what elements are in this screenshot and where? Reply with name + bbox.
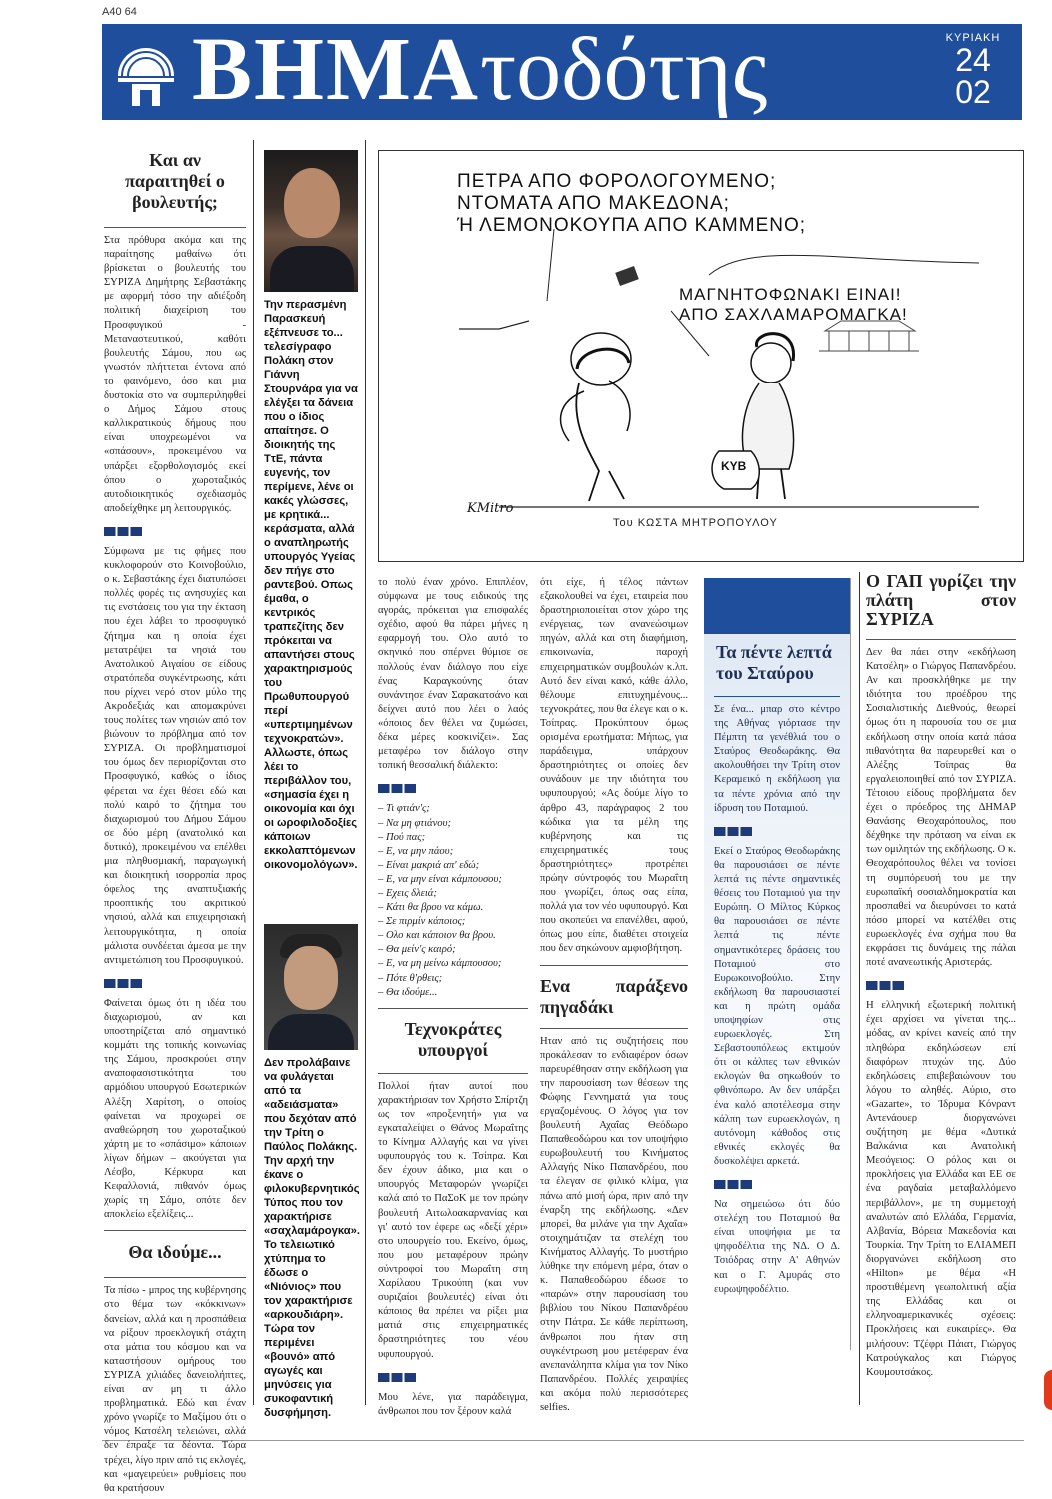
section-marker-icon: [378, 784, 416, 793]
divider: [378, 1073, 528, 1074]
article-5: [866, 572, 1016, 1383]
article-4-title: Ενα παράξενο πηγαδάκι: [540, 975, 688, 1017]
divider: [378, 1008, 528, 1009]
article-3-col-2: [540, 576, 688, 1418]
article-5-paragraph: Δεν θα πάει στην «εκδήλωση Κατσέλη» ο Γιώργος Παπανδρέου. Αν και προσκλήθηκε με την ιδιότητα του προέδρου της Σοσιαλιστικής Διεθνούς, θεωρεί όμως ότι η παρουσία του σε μια εκδήλωση στην οποία κατά πάσα πιθανότητα θα παρευρεθεί και ο Αλέξης Τσίπρας θα εργαλειοποιηθεί από τον ΣΥΡΙΖΑ. Τέτοιου είδους προβλήματα δεν έχει ο πρόεδρος της ΔΗΜΑΡ Θανάσης Θεοχαρόπουλος, που δέχθηκε την πρόταση να είναι εκ των ομιλητών της εκδήλωσης. Ο κ. Θεοχαρόπουλος θέλει να τονίσει τη συμπόρευσή του με την ευρωπαϊκή σοσιαλδημοκρατία και προσπαθεί να διευρύνσει το κατά πόσο μπορεί να κατέλθει στις ευρωεκλογές ένα σχήμα που θα εκφράσει τις δυνάμεις της πάλαι ποτέ ανανεωτικής Αριστεράς.: [866, 647, 1016, 969]
cartoon-bubble-text: ΑΠΟ ΣΑΧΛΑΜΑΡΟΜΑΓΚΑ!: [679, 305, 908, 324]
masthead-title-bold: ΒΗΜΑ: [192, 20, 480, 119]
dialogue: [378, 802, 528, 999]
boxed-paragraph: Σε ένα... μπαρ στο κέντρο της Αθήνας γιόρτασε την Πέμπτη τα γενέθλιά του ο Σταύρος Θεοδωράκης. Θα ακολουθήσει την Τρίτη στον Κεραμεικό η εκδήλωση για τα πέντε χρόνια από την ίδρυση του Ποταμιού.: [714, 704, 840, 814]
article-3-paragraph: το πολύ έναν χρόνο. Επιπλέον, σύμφωνα με τους ειδικούς της αγοράς, πρόκειται για επισφαλές σχέδιο, αφού θα πάρει μήνες η εφαρμογή του. Ολο αυτό το σκηνικό που σπέρνει θύμισε σε πολλούς έναν διάλογο που είχε ένας Καραγκούνης όταν συνάντησε έναν Σαρακατσάνο και δείχνει αυτό που λέει ο λαός «όποιος δεν θέλει να ζυμώσει, δέκα μέρες κοσκινίζει». Σας μεταφέρω τον διάλογο στην τοπική θεσσαλική διάλεκτο:: [378, 577, 528, 772]
scan-edge-mark: [1044, 1370, 1052, 1410]
article-5-title: Ο ΓΑΠ γυρίζει την πλάτη στον ΣΥΡΙΖΑ: [866, 571, 1016, 629]
divider: [365, 140, 366, 1405]
divider: [540, 1028, 688, 1029]
masthead-title-rest: τοδότης: [479, 20, 768, 119]
page-number: A40 64: [102, 6, 137, 18]
article-1-title: Και αν παραιτηθεί ο βουλευτής;: [125, 150, 225, 212]
cartoon-credit: Του ΚΩΣΤΑ ΜΗΤΡΟΠΟΥΛΟΥ: [613, 517, 778, 529]
article-1: [104, 150, 246, 1499]
dialogue-line: – Είναι μακριά απ' εδώ;: [378, 859, 480, 871]
divider: [253, 140, 254, 1405]
article-2-title: Θα ιδούμε...: [128, 1242, 222, 1263]
boxed-article: [704, 578, 851, 1350]
article-3-title: Τεχνοκράτες υπουργοί: [404, 1018, 502, 1060]
dialogue-line: – Ε, να μην πάου;: [378, 845, 454, 857]
article-3-paragraph: Πολλοί ήταν αυτοί που χαρακτήρισαν τον Χρήστο Σπίρτζη ως τον «προξενητή» για να εγκαταλείψει ο Θάνος Μωραΐτης το Κίνημα Αλλαγής και να γίνει υφυπουργός του κ. Τσίπρα. Και δεν έχουν άδικο, μια και ο υπουργός Μεταφορών γνωρίζει καλά από το ΠαΣοΚ με τον πρώην βουλευτή Αιτωλοακαρνανίας και γι' αυτό τον έφερε ως «δεξί χέρι» στο υπουργείο του. Εκείνο, όμως, που μου μεταφέρουν πρώην σύντροφοί του Μωραΐτη στη Χαρίλαου Τρικούπη (και νυν συριζαίοι βουλευτές) είναι ότι κάποιος θα πρέπει να ρίξει μια ματιά στις επιχειρηματικές δραστηριότητες του νέου υφυπουργού.: [378, 1080, 528, 1360]
dialogue-line: – Να μη φτιάνου;: [378, 817, 451, 829]
section-marker-icon: [104, 527, 142, 536]
divider: [540, 965, 688, 966]
dialogue-line: – Ε, να μην είναι κάμπουσου;: [378, 873, 502, 885]
article-3-paragraph: Μου λένε, για παράδειγμα, άνθρωποι που τον ξέρουν καλά: [378, 1391, 528, 1417]
masthead: [102, 20, 1022, 120]
article-3-paragraph: ότι είχε, ή τέλος πάντων εξακολουθεί να έχει, εταιρεία που δραστηριοποιείται στον χώρο της ενέργειας, των ανανεώσιμων πηγών, αλλά και στη διαφήμιση, επικοινωνία, παροχή επιχειρηματικών συμβουλών κ.λπ. Αυτό δεν είναι κακό, κάθε άλλο, θέλουμε επιτυχημένους... τεχνοκράτες, που θα έλεγε και ο κ. Τσίπρας. Προκύπτουν όμως ορισμένα ερωτήματα: Μήπως, για παράδειγμα, υπάρχουν δραστηριότητες οι οποίες δεν συνάδουν με την ιδιότητα του υφυπουργού; «Ας δούμε λίγο το άρθρο 43, παράγραφος 2 του κώδικα για τα μέλη της κυβέρνησης και τις επιχειρηματικές τους δραστηριότητες» προτρέπει πρώην σύντροφός του Μωραΐτη που γνωρίζει, όπως σας είπα, πολλά για τον νέο υφυπουργό. Και που σκοπεύει να επανέλθει, αφού, όπως μου είπε, διαθέτει στοιχεία που δεν σηκώνουν αμφισβήτηση.: [540, 577, 688, 955]
cartoon-bubble-text: ΜΑΓΝΗΤΟΦΩΝΑΚΙ ΕΙΝΑΙ!: [679, 285, 902, 304]
article-5-paragraph: Η ελληνική εξωτερική πολιτική έχει αρχίσει να γίνεται της... μόδας, αν κρίνει κανείς από την πληθώρα εκδηλώσεων επί διαφόρων πτυχών της. Δύο εκδηλώσεις επιβεβαιώνουν του λόγου το αληθές. Αύριο, στο «Gazarte», το Ίδρυμα Κόνραντ Αντενάουερ διοργανώνει συζήτηση με θέμα «Δυτικά Βαλκάνια και Ανατολική Μεσόγειος: Ο ρόλος και οι προκλήσεις για Ελλάδα και ΕΕ σε ένα ραγδαία μεταβαλλόμενο περιβάλλον», με τη συμμετοχή αναλυτών από Ελλάδα, Γερμανία, Αλβανία, Βόρεια Μακεδονία και Τουρκία. Την Τρίτη το ΕΛΙΑΜΕΠ διοργανώνει εκδήλωση στο «Hilton» με θέμα «Η προστιθέμενη γεωπολιτική αξία της Ελλάδας και οι ελληνοαμερικανικές σχέσεις: Προκλήσεις και ευκαιρίες». Θα μιλήσουν: Τζέφρι Πάιατ, Γιώργος Κατρούγκαλος και Γιώργος Κουμουτσάκος.: [866, 1000, 1016, 1378]
section-marker-icon: [866, 981, 904, 990]
dialogue-line: – Ε, να μη μείνω κάμπουσου;: [378, 958, 502, 970]
stournaras-photo: [264, 150, 358, 292]
divider: [714, 696, 840, 697]
article-1-paragraph: Σύμφωνα με τις φήμες που κυκλοφορούν στο Κοινοβούλιο, ο κ. Σεβαστάκης έχει διατυπώσει πολλές φορές τις ανησυχίες και τις ενστάσεις του για την έκταση που έχει λάβει το προσφυγικό ζήτημα και η οποία έχει μετατρέψει τα νησιά του Ανατολικού Αιγαίου σε είδους στρατόπεδα συγκέντρωσης, κάτι που ρίχνει νερό στον μύλο της Ακροδεξιάς και απομακρύνει τους πολίτες των νησιών από τον βιώνουν το πρόβλημα από τον ΣΥΡΙΖΑ. Οι προβληματισμοί του όμως δεν περιορίζονται στο Προσφυγικό, καθώς ο ίδιος φέρεται να έχει θέσει εδώ και πολύ καιρό το ζήτημα του διαχωρισμού του Δήμου Σάμου σε δύο μέρη (ανατολικό και δυτικό), προκειμένου να επέλθει μια πληθυσμιακή, παραγωγική και διοικητική ισορροπία προς όφελος της αναπτυξιακής προοπτικής του ακριτικού νησιού, αλλά και επιχειρησιακή λειτουργικότητα, η οποία μάλιστα συνδέεται άμεσα με την αντιμετώπιση του Προσφυγικού.: [104, 545, 246, 966]
cartoon-signature: KMitro: [467, 501, 514, 516]
article-3-col-1: [378, 576, 528, 1422]
bema-logo-icon: [110, 34, 182, 110]
dialogue-line: – Εχεις δλειά;: [378, 887, 437, 899]
cartoon-text-line: ΠΕΤΡΑ ΑΠΟ ΦΟΡΟΛΟΓΟΥΜΕΝΟ;: [457, 171, 777, 192]
cartoon-text-line: Ή ΛΕΜΟΝΟΚΟΥΠΑ ΑΠΟ ΚΑΜΜΕΝΟ;: [457, 215, 807, 236]
sidebar-caption: Την περασμένη Παρασκευή εξέπνευσε το... τελεσίγραφο Πολάκη στον Γιάννη Στουρνάρα για να ελέγξει τα δάνεια που ο ίδιος απαίτησε. Ο διοικητής της ΤτΕ, πάντα ευγενής, τον περίμενε, λένε οι κακές γλώσσες, με κρητικά... κεράσματα, αλλά ο αναπληρωτής υπουργός Υγείας δεν πήγε στο ραντεβού. Οπως έμαθα, ο κεντρικός τραπεζίτης δεν πρόκειται να απαντήσει στους χαρακτηρισμούς του Πρωθυπουργού περί «υπερτιμημένων τεχνοκρατών». Αλλωστε, όπως λέει το περιβάλλον του, «σημασία έχει η οικονομία και όχι οι ωροφιλοδοξίες κάποιων εκκολαπτόμενων οικονομολόγων».: [264, 299, 358, 871]
section-marker-icon: [104, 979, 142, 988]
masthead-title: [192, 20, 767, 120]
sidebar-caption: Δεν προλάβαινε να φυλάγεται από τα «αδειάσματα» που δεχόταν από την Τρίτη ο Παύλος Πολάκης. Την αρχή την έκανε ο φιλοκυβερνητικός Τύπος που τον χαρακτήρισε «σαχλαμάρογκα». Το τελειωτικό χτύπημα το έδωσε ο «Νιόνιος» που τον χαρακτήρισε «αρκουδιάρη». Τώρα τον περιμένει «βουνό» από αγωγές και μηνύσεις για συκοφαντική δυσφήμηση.: [264, 1057, 360, 1419]
divider: [104, 227, 246, 228]
dialogue-line: – Κάτι θα βρου να κάμω.: [378, 902, 484, 914]
masthead-date-day: 24: [955, 42, 991, 78]
article-1-paragraph: Φαίνεται όμως ότι η ιδέα του διαχωρισμού, αν και υποστηρίζεται από σημαντικό κομμάτι της τοπικής κοινωνίας της Σάμου, προσκρούει στην αναποφασιστικότητα του αρμόδιου υπουργού Εσωτερικών Αλέξη Χαρίτση, ο οποίος φαίνεται να προχωρεί σε αναθεώρηση του χωροταξικού χάρτη με το «σπάσιμο» κάποιων λίγων δήμων – ακούγεται για Λέσβο, Κέρκυρα και Κεφαλλονιά, πιθανόν όμως χωρίς τη Σάμο, οπότε δεν αποκλείω εξελίξεις...: [104, 997, 246, 1221]
article-2-paragraph: Τα πίσω - μπρος της κυβέρνησης στο θέμα των «κόκκινων» δανείων, αλλά και η προσπάθεια να ρίξουν προεκλογική στάχτη στα μάτια του κόσμου και να καταστήσουν ομήρους του ΣΥΡΙΖΑ χιλιάδες δανειολήπτες, είναι αν μη τι άλλο προβληματικά. Εδώ και έναν χρόνο γνωρίζε το Μαξίμου ότι ο νόμος Κατσέλη τελειώνει, αλλά δεν έπραξε τα δέοντα. Τώρα τρέχει, λίγο πριν από τις εκλογές, και «μαγειρεύει» ρυθμίσεις που θα κρατήσουν: [104, 1285, 246, 1494]
section-marker-icon: [714, 1180, 752, 1189]
boxed-paragraph: Να σημειώσω ότι δύο στελέχη του Ποταμιού θα είναι υποψήφια με τα ψηφοδέλτια της ΝΔ. Ο Δ. Τσιόδρας στην Α' Αθηνών και ο Γ. Αμυράς στο ευρωψηφοδέλτιο.: [714, 1199, 840, 1295]
boxed-body: [704, 703, 850, 1297]
dialogue-line: – Πότε θ'ρθεις;: [378, 972, 443, 984]
dialogue-line: – Ολο και κάποιον θα βρου.: [378, 930, 496, 942]
boxed-title: Τα πέντε λεπτά του Σταύρου: [716, 642, 832, 683]
section-marker-icon: [378, 1373, 416, 1382]
dialogue-line: – Θα μείν'ς καιρό;: [378, 944, 456, 956]
masthead-date-month: 02: [955, 74, 991, 110]
divider: [859, 572, 860, 1405]
masthead-day: ΚΥΡΙΑΚΗ: [945, 32, 1001, 44]
boxed-header-bar: [704, 578, 850, 634]
divider: [104, 1230, 246, 1231]
cartoon-text-line: ΝΤΟΜΑΤΑ ΑΠΟ ΜΑΚΕΔΟΝΑ;: [457, 193, 730, 214]
cartoon: [378, 150, 1024, 562]
polakis-photo: [264, 924, 358, 1050]
dialogue-line: – Θα ιδούμε...: [378, 986, 438, 998]
dialogue-line: – Τι φτιάν'ς;: [378, 803, 430, 815]
dialogue-line: – Σε πιρμίν κάποιος;: [378, 916, 466, 928]
cartoon-bag-label: ΚΥΒ: [721, 459, 747, 473]
dialogue-line: – Πού πας;: [378, 831, 426, 843]
article-1-paragraph: Στα πρόθυρα ακόμα και της παραίτησης μαθαίνω ότι βρίσκεται ο βουλευτής του ΣΥΡΙΖΑ Δημήτρης Σεβαστάκης με αφορμή τόσο την αδιέξοδη πολιτική διαχείριση του Προσφυγικού - Μεταναστευτικού, καθότι βουλευτής Σάμου, που ως γνωστόν πλήττεται έντονα από το φαινόμενο, όσο και μια δυστοκία στο να συμπεριληφθεί ο Δήμος Σάμου στους καλλικρατικούς δήμους που είναι υποχρεωμένοι να «σπάσουν», προκειμένου να υπάρξει εξορθολογισμός εκεί όπου ο χωροταξικός αυτοδιοικητικός σχεδιασμός αποδείχθηκε μη λειτουργικός.: [104, 235, 246, 514]
divider: [866, 639, 1016, 640]
divider: [104, 1277, 246, 1278]
article-4-paragraph: Ηταν από τις συζητήσεις που προκάλεσαν το ενδιαφέρον όσων παρευρέθησαν στην εκδήλωση για την παρουσίαση των θέσεων της Φώφης Γεννηματά για τους εργαζομένους. Ο λόγος για τον βουλευτή Αχαΐας Θεόδωρο Παπαθεοδώρου και τον υποψήφιο ευρωβουλευτή του Κινήματος Αλλαγής Νίκο Παπανδρέου, που τα έλεγαν σε φιλικό κλίμα, για πάνω από μισή ώρα, πριν από την έναρξη της εκδήλωσης. «Δεν μπορεί, θα μιλάνε για την Αχαΐα» στοιχημάτιζαν τα στελέχη του Κινήματος Αλλαγής. Το μυστήριο λύθηκε την επόμενη μέρα, όταν ο κ. Παπαθεοδώρου έδωσε το «παρών» στην παρουσίαση του βιβλίου του Νίκου Παπανδρέου στην Πάτρα. Σε κάθε περίπτωση, άνθρωποι που ήταν στη συγκέντρωση μου μετέφεραν ένα ανεπανάληπτα κλίμα για τον Νίκο Παπανδρέου. Πολλές χειραψίες και ακόμα πολύ περισσότερες selfies.: [540, 1035, 688, 1413]
section-marker-icon: [714, 827, 752, 836]
boxed-paragraph: Εκεί ο Σταύρος Θεοδωράκης θα παρουσιάσει σε πέντε λεπτά τις πέντε σημαντικές θέσεις του Ποταμιού για την Ευρώπη. Ο Μίλτος Κύρκος θα παρουσιάσει σε πέντε λεπτά τις πέντε σημαντικότερες δράσεις του Ποταμιού στο Ευρωκοινοβούλιο. Στην εκδήλωση θα παρουσιαστεί και η πρώτη ομάδα υποψηφίων στις ευρωεκλογές. Στη Σεβαστουπόλεως εκτιμούν ότι οι κάλπες των εθνικών εκλογών θα σηκωθούν το φθινόπωρο. Αν δεν υπάρξει ένα καλό αποτέλεσμα στην κάλπη των ευρωεκλογών, η αυτόνομη κάθοδος στις εθνικές εκλογές θα δυσκολέψει αρκετά.: [714, 845, 840, 1167]
